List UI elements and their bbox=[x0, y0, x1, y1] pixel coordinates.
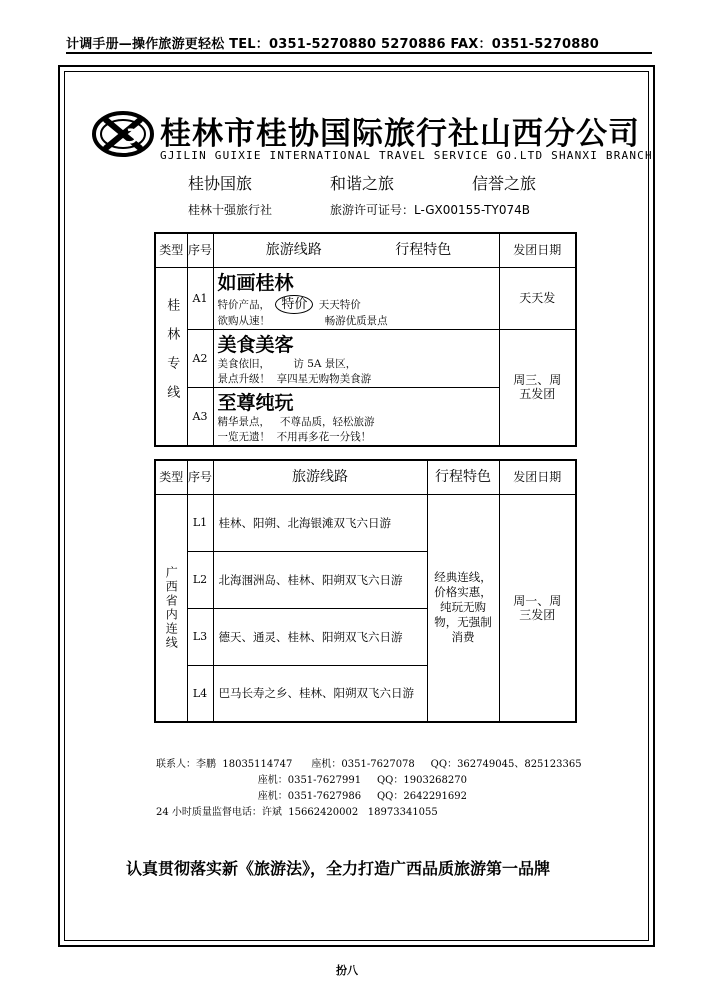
route-code: A3 bbox=[187, 387, 213, 446]
route-desc-line: 一览无遗！ 不用再多花一分钱！ bbox=[217, 430, 372, 443]
supervision-line: 24 小时质量监督电话：许斌 15662420002 18973341055 bbox=[156, 807, 438, 818]
depart-cell: 天天发 bbox=[499, 267, 576, 329]
category-cell bbox=[155, 267, 187, 446]
license-text: 旅游许可证号：L-GX00155-TY074B bbox=[330, 203, 530, 217]
category-label: 桂林专线 bbox=[164, 298, 180, 414]
route-desc-line: 精华景点， 不尊品质，轻松旅游 bbox=[217, 415, 375, 428]
route-name: 美食美客 bbox=[217, 334, 294, 356]
col-type-header: 类型 bbox=[155, 460, 187, 494]
special-price-badge: 特价 bbox=[275, 295, 313, 314]
route-cell bbox=[213, 387, 499, 446]
contact-line: 座机：0351-7627986 QQ：2642291692 bbox=[156, 791, 467, 802]
contact-line: 联系人：李鹏 18035114747 座机：0351-7627078 QQ：362749045、825123365 bbox=[156, 759, 582, 770]
route-desc bbox=[218, 415, 480, 445]
route-cell: 德天、通灵、桂林、阳朔双飞六日游 bbox=[213, 608, 427, 665]
table-header-row bbox=[155, 460, 576, 494]
depart-cell: 周三、周五发团 bbox=[499, 329, 576, 446]
route-code: L4 bbox=[187, 665, 213, 722]
route-cell: 北海涠洲岛、桂林、阳朔双飞六日游 bbox=[213, 551, 427, 608]
slogan-1: 桂协国旅 bbox=[188, 174, 253, 193]
route-code: L2 bbox=[187, 551, 213, 608]
company-name-en: GJILIN GUIXIE INTERNATIONAL TRAVEL SERVICE GO.LTD SHANXI BRANCH bbox=[160, 149, 653, 162]
route-desc-line: 美食依旧， 访 5A 景区， bbox=[217, 357, 357, 370]
route-code: A2 bbox=[187, 329, 213, 387]
route-code: A1 bbox=[187, 267, 213, 329]
table-row bbox=[155, 494, 576, 551]
route-cell: 巴马长寿之乡、桂林、阳朔双飞六日游 bbox=[213, 665, 427, 722]
contact-block bbox=[156, 757, 582, 821]
feature-cell: 经典连线，价格实惠，纯玩无购物，无强制消费 bbox=[427, 494, 499, 722]
route-desc bbox=[218, 357, 480, 387]
slogan-2: 和谐之旅 bbox=[330, 174, 395, 193]
col-depart-header: 发团日期 bbox=[499, 233, 576, 267]
route-code: L3 bbox=[187, 608, 213, 665]
table-header-row bbox=[155, 233, 576, 267]
guilin-routes-table bbox=[154, 232, 577, 447]
contact-line: 座机：0351-7627991 QQ：1903268270 bbox=[156, 775, 467, 786]
col-route-feature-header bbox=[213, 233, 499, 267]
route-desc-line: 畅游优质景点 bbox=[324, 314, 388, 327]
category-cell bbox=[155, 494, 187, 722]
route-name: 如画桂林 bbox=[217, 272, 294, 294]
route-desc bbox=[218, 295, 480, 329]
table-row bbox=[155, 329, 576, 387]
route-code: L1 bbox=[187, 494, 213, 551]
slogan-3: 信誉之旅 bbox=[472, 174, 537, 193]
route-header-label: 旅游线路 bbox=[265, 242, 322, 259]
page-number: 扮八 bbox=[336, 964, 358, 977]
route-cell bbox=[213, 329, 499, 387]
col-feature-header: 行程特色 bbox=[427, 460, 499, 494]
route-name: 至尊纯玩 bbox=[217, 392, 294, 414]
route-desc-line: 天天特价 bbox=[318, 298, 361, 311]
guangxi-routes-table bbox=[154, 459, 577, 723]
col-route-header: 旅游线路 bbox=[213, 460, 427, 494]
col-depart-header: 发团日期 bbox=[499, 460, 576, 494]
footer-slogan: 认真贯彻落实新《旅游法》，全力打造广西品质旅游第一品牌 bbox=[126, 859, 551, 878]
header-divider bbox=[66, 52, 652, 54]
route-desc-line: 欲购从速！ bbox=[217, 314, 270, 327]
feature-header-label: 行程特色 bbox=[395, 242, 452, 259]
header-banner: 计调手册—操作旅游更轻松 TEL：0351-5270880 5270886 FAX：0351-5270880 bbox=[66, 37, 599, 52]
route-desc-line: 景点升级！ 享四星无购物美食游 bbox=[217, 372, 372, 385]
col-type-header: 类型 bbox=[155, 233, 187, 267]
gx-globe-logo-icon bbox=[92, 110, 154, 158]
rank-text: 桂林十强旅行社 bbox=[188, 203, 273, 217]
route-desc-line: 特价产品， bbox=[217, 298, 270, 311]
table-row bbox=[155, 267, 576, 329]
company-name: 桂林市桂协国际旅行社山西分公司 bbox=[160, 116, 640, 152]
route-cell bbox=[213, 267, 499, 329]
col-seq-header: 序号 bbox=[187, 233, 213, 267]
col-seq-header: 序号 bbox=[187, 460, 213, 494]
category-label: 广西省内连线 bbox=[164, 565, 179, 650]
route-cell: 桂林、阳朔、北海银滩双飞六日游 bbox=[213, 494, 427, 551]
depart-cell: 周一、周三发团 bbox=[499, 494, 576, 722]
